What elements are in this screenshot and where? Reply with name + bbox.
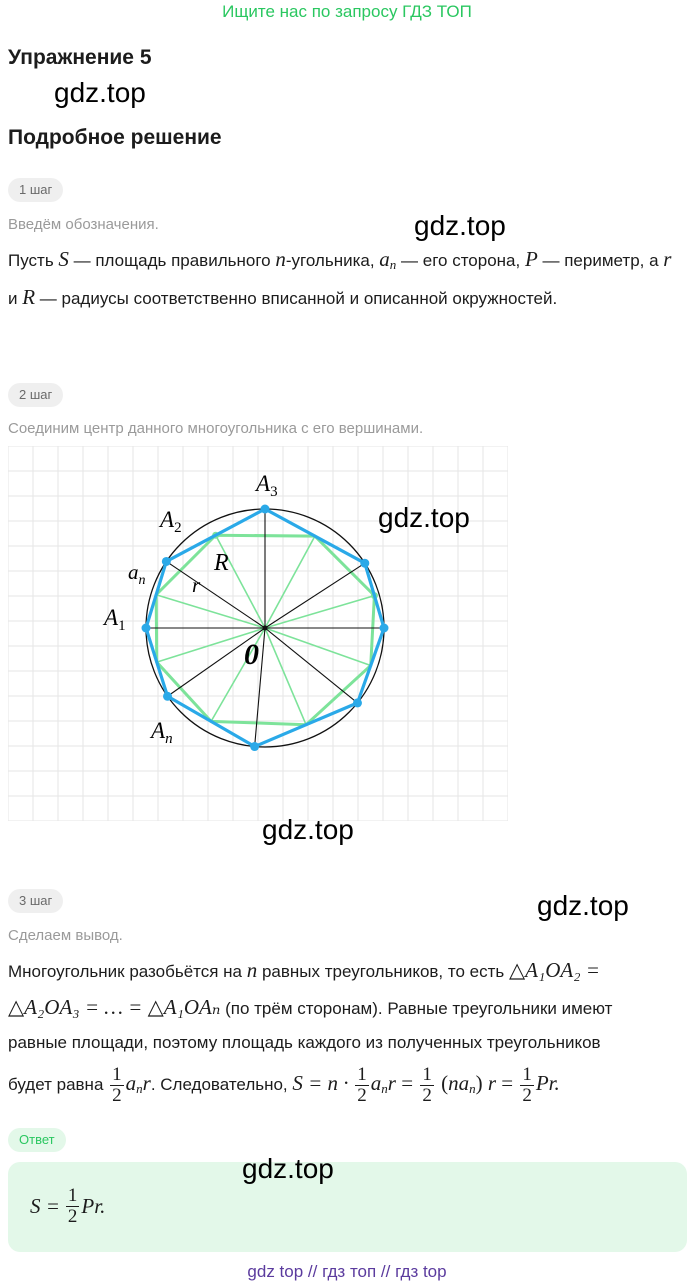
vertex-point xyxy=(250,742,259,751)
label-An: $A_n$ xyxy=(151,718,173,747)
watermark: gdz.top xyxy=(242,1153,334,1184)
label-an: $a_n$ xyxy=(128,560,146,588)
step-2-badge: 2 шаг xyxy=(8,383,63,407)
step-1-text: Пусть S — площадь правильного n-угольника, $a_n$ — его сторона, P — периметр, а r и R — радиусы соответственно вписанной и описанной окружностей. xyxy=(8,247,672,309)
apothem-line xyxy=(265,536,315,628)
apothem-line xyxy=(265,628,371,665)
step-3-line-2: △A₂OA₃ = … = △A₁OAₙ (по трём сторонам). Равные треугольники имеют xyxy=(8,995,613,1019)
watermark: gdz.top xyxy=(54,77,146,108)
watermark: gdz.top xyxy=(262,814,354,845)
top-banner[interactable]: Ищите нас по запросу ГДЗ ТОП xyxy=(222,2,472,21)
label-R: R xyxy=(214,550,229,576)
label-A2: $A_2$ xyxy=(160,507,182,536)
answer-box xyxy=(8,1162,687,1252)
apothem-line xyxy=(156,595,265,628)
vertex-point xyxy=(380,624,389,633)
vertex-point xyxy=(142,624,151,633)
step-3-line-4: будет равна $\frac{1}{2}$ $a_nr$. Следовательно, S = n · $\frac{1}{2}$ $a_nr$ = $\frac{1}{2}$ $(na_n) r$ = $\frac{1}{2}$ Pr. xyxy=(8,1064,560,1107)
solution-title: Подробное решение xyxy=(8,126,222,149)
label-A3: $A_3$ xyxy=(256,471,278,500)
vertex-point xyxy=(360,559,369,568)
step-2-note: Соединим центр данного многоугольника с его вершинами. xyxy=(8,420,424,437)
vertex-point xyxy=(261,505,270,514)
watermark: gdz.top xyxy=(537,890,629,921)
vertex-point xyxy=(163,692,172,701)
footer-links[interactable]: gdz top // гдз топ // гдз top xyxy=(247,1262,447,1281)
step-1-note: Введём обозначения. xyxy=(8,216,159,233)
step-3-note: Сделаем вывод. xyxy=(8,927,123,944)
step-3-line-3: равные площади, поэтому площадь каждого из полученных треугольников xyxy=(8,1033,601,1052)
watermark: gdz.top xyxy=(414,210,506,241)
answer-badge: Ответ xyxy=(8,1128,66,1152)
exercise-title: Упражнение 5 xyxy=(8,46,152,69)
label-r: r xyxy=(192,573,201,597)
label-A1: $A_1$ xyxy=(104,605,126,634)
radius-line xyxy=(265,628,357,703)
step-3-line-1: Многоугольник разобьётся на n равных треугольников, то есть △A₁OA₂ = xyxy=(8,958,600,982)
center-point xyxy=(263,626,268,631)
vertex-point xyxy=(162,557,171,566)
vertex-point xyxy=(353,698,362,707)
apothem-line xyxy=(265,628,306,725)
watermark: gdz.top xyxy=(378,502,470,533)
step-1-badge: 1 шаг xyxy=(8,178,63,202)
step-3-badge: 3 шаг xyxy=(8,889,63,913)
answer-formula: S = $\frac{1}{2}$ Pr. xyxy=(30,1185,106,1227)
label-O: 0 xyxy=(244,638,259,671)
